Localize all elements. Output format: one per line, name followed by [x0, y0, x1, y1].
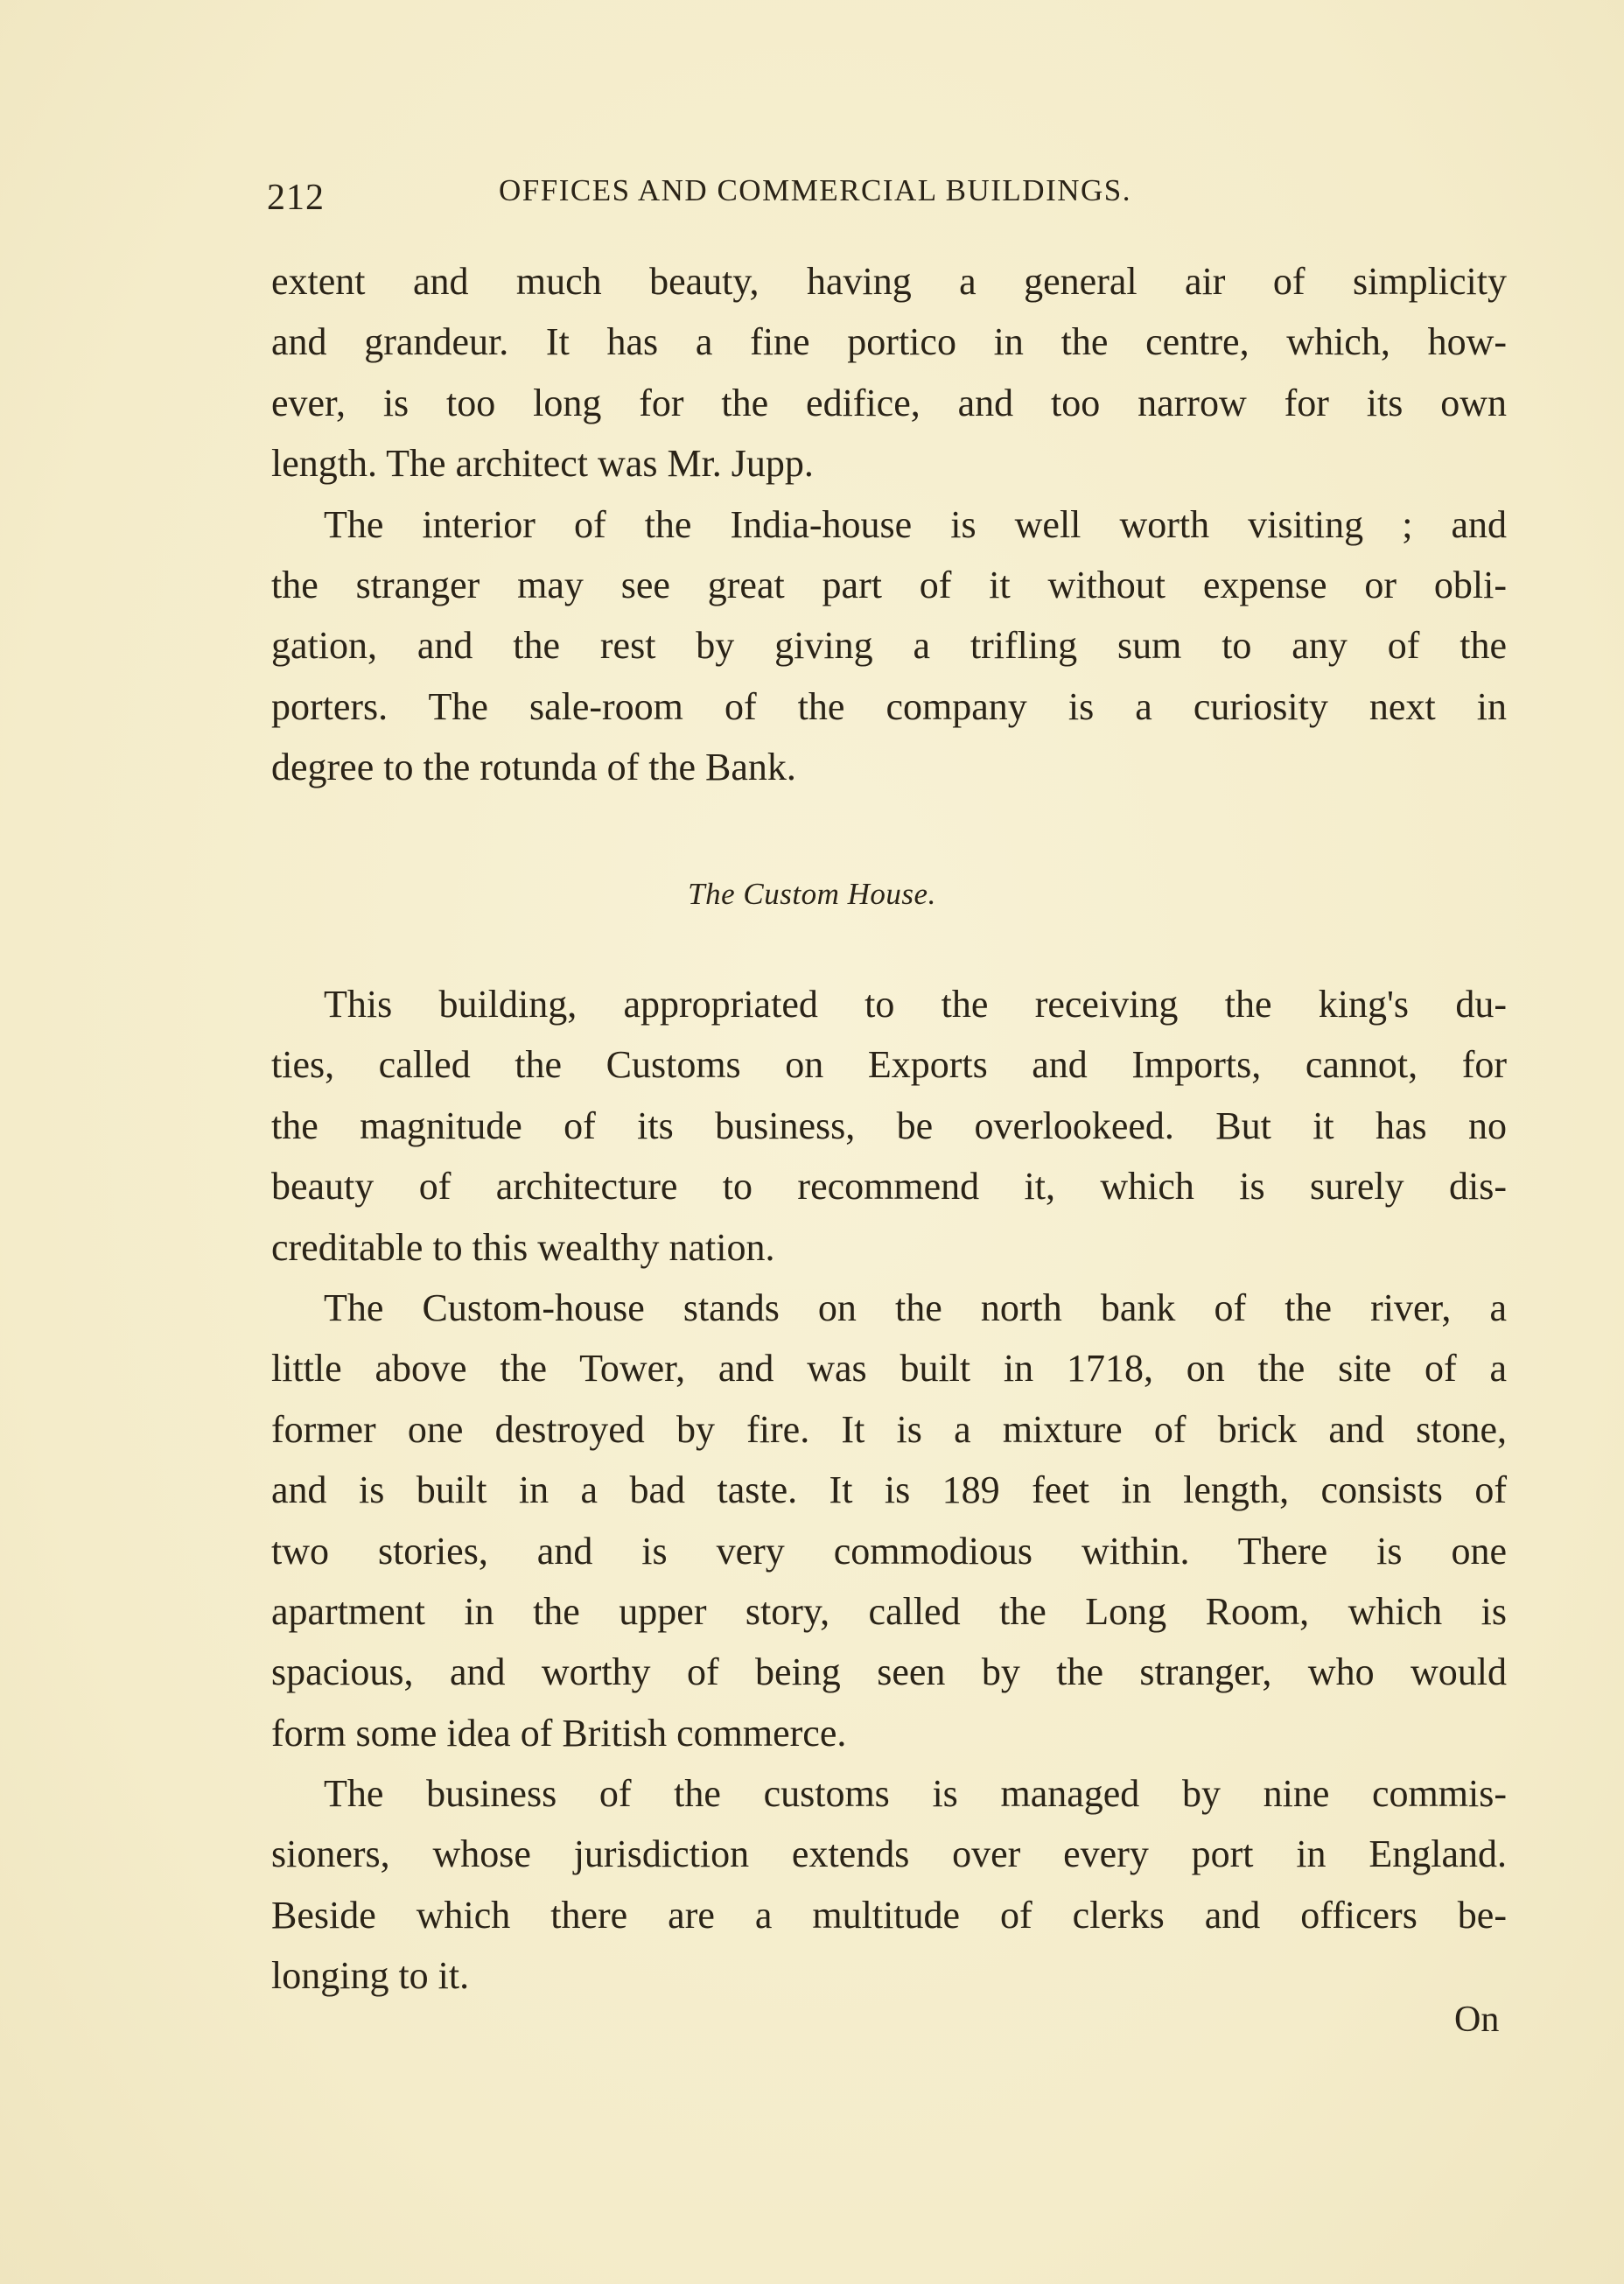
text-line: little above the Tower, and was built in 1718, on the site of a: [271, 1347, 1507, 1391]
text-line: and is built in a bad taste. It is 189 feet in length, consists of: [271, 1468, 1507, 1512]
text-line: two stories, and is very commodious within. There is one: [271, 1529, 1507, 1573]
text-line: degree to the rotunda of the Bank.: [271, 746, 796, 789]
text-line: The interior of the India-house is well worth visiting ; and: [324, 502, 1507, 546]
text-line: and grandeur. It has a fine portico in the centre, which, how-: [271, 320, 1507, 364]
catchword: On: [1454, 2000, 1500, 2040]
text-line: The business of the customs is managed by nine commis-: [324, 1772, 1507, 1816]
running-head: [267, 170, 1509, 222]
text-line: gation, and the rest by giving a trifling sum to any of the: [271, 624, 1507, 668]
text-line: creditable to this wealthy nation.: [271, 1225, 775, 1269]
text-line: porters. The sale-room of the company is a curiosity next in: [271, 684, 1507, 728]
text-line: longing to it.: [271, 1954, 470, 1998]
text-line: apartment in the upper story, called the Long Room, which is: [271, 1589, 1507, 1633]
page-number: 212: [267, 178, 325, 218]
text-line: Beside which there are a multitude of clerks and officers be-: [271, 1893, 1507, 1937]
text-line: former one destroyed by fire. It is a mixture of brick and stone,: [271, 1407, 1507, 1451]
text-line: The Custom-house stands on the north bank of the river, a: [324, 1286, 1507, 1329]
text-line: sioners, whose jurisdiction extends over every port in England.: [271, 1832, 1507, 1876]
text-line: beauty of architecture to recommend it, which is surely dis-: [271, 1165, 1507, 1209]
text-line: spacious, and worthy of being seen by the stranger, who would: [271, 1650, 1507, 1694]
text-line: form some idea of British commerce.: [271, 1711, 847, 1755]
text-line: length. The architect was Mr. Jupp.: [271, 442, 814, 486]
text-line: This building, appropriated to the receiving the king's du-: [324, 983, 1507, 1026]
text-line: the magnitude of its business, be overlookeed. But it has no: [271, 1103, 1507, 1147]
text-line: ever, is too long for the edifice, and too narrow for its own: [271, 381, 1507, 424]
section-title: The Custom House.: [688, 877, 936, 911]
running-head-title: OFFICES AND COMMERCIAL BUILDINGS.: [499, 173, 1131, 207]
text-line: ties, called the Customs on Exports and Imports, cannot, for: [271, 1043, 1507, 1087]
text-line: the stranger may see great part of it without expense or obli-: [271, 563, 1507, 606]
text-line: extent and much beauty, having a general air of simplicity: [271, 260, 1507, 303]
paragraph-block-custom-house: [271, 974, 1507, 2007]
paragraph-block-india-house: [271, 251, 1507, 798]
